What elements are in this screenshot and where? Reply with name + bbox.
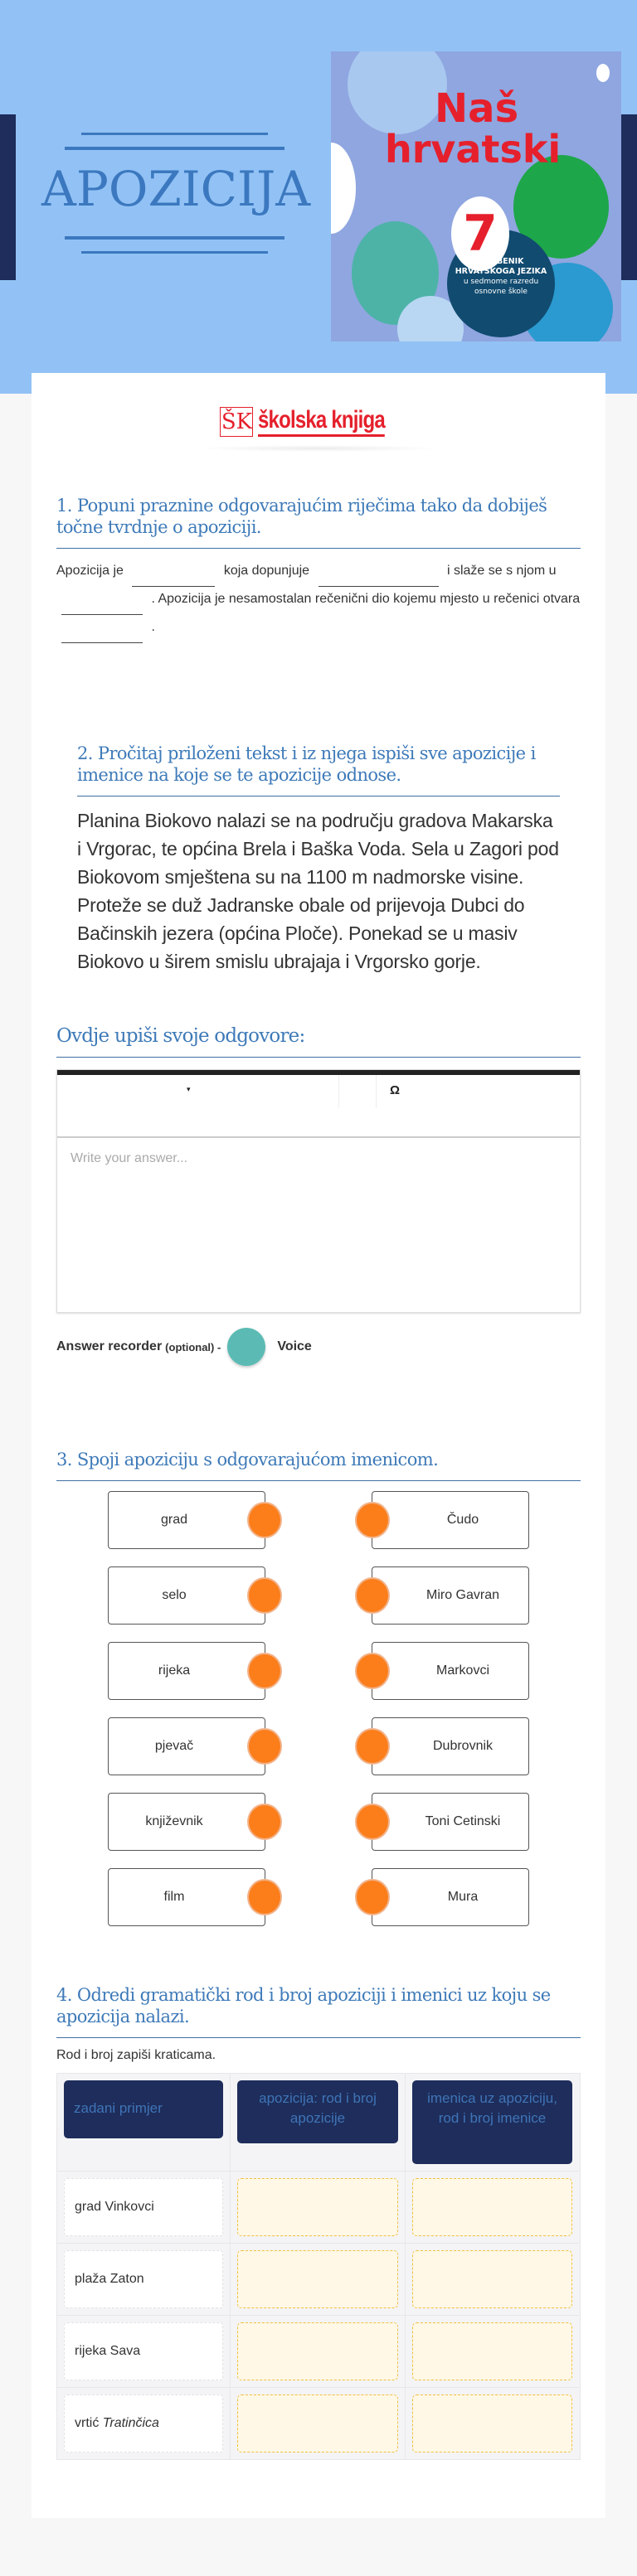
table-row bbox=[231, 2172, 406, 2244]
drop-zone[interactable] bbox=[237, 2178, 398, 2236]
decorative-bar-left bbox=[0, 114, 16, 280]
match-label: pjevač bbox=[154, 1739, 194, 1753]
question-title: 3. Spoji apoziciju s odgovarajućom imenicom. bbox=[56, 1449, 581, 1481]
question-title: 4. Odredi gramatički rod i broj apoziciji i imenici uz koju se apozicija nalazi. bbox=[56, 1984, 581, 2038]
table-row bbox=[57, 2172, 231, 2244]
drop-zone[interactable] bbox=[237, 2394, 398, 2453]
question-2 bbox=[77, 743, 560, 976]
cover-grade: 7 bbox=[451, 196, 509, 271]
drop-zone[interactable] bbox=[237, 2322, 398, 2380]
match-label: selo bbox=[162, 1588, 187, 1602]
match-item-right bbox=[372, 1566, 529, 1625]
fill-text: i slaže se s njom u bbox=[446, 564, 557, 578]
blank-input[interactable] bbox=[318, 569, 439, 587]
table-header-cell bbox=[57, 2074, 231, 2172]
logo-shadow bbox=[195, 445, 441, 452]
decorative-bar-right bbox=[621, 114, 637, 280]
chevron-down-icon: ▾ bbox=[187, 1085, 191, 1093]
cover-subtitle-line: osnovne škole bbox=[474, 288, 528, 296]
connector-dot[interactable] bbox=[355, 1577, 390, 1614]
answers-heading: Ovdje upiši svoje odgovore: bbox=[56, 1025, 581, 1058]
table-row bbox=[57, 2244, 231, 2316]
blank-input[interactable] bbox=[61, 625, 143, 643]
match-label: Dubrovnik bbox=[432, 1739, 494, 1753]
drop-zone[interactable] bbox=[412, 2250, 572, 2308]
example-text: rijeka Sava bbox=[75, 2344, 141, 2358]
connector-dot[interactable] bbox=[247, 1653, 282, 1689]
blank-input[interactable] bbox=[132, 569, 215, 587]
connector-dot[interactable] bbox=[247, 1728, 282, 1765]
table-row bbox=[57, 2388, 231, 2459]
page-title: APOZICIJA bbox=[41, 161, 311, 217]
divider bbox=[81, 251, 268, 254]
cover-circle bbox=[596, 64, 610, 82]
table-header-cell bbox=[231, 2074, 406, 2172]
match-label: Markovci bbox=[435, 1663, 489, 1678]
cover-title-line2: hrvatski bbox=[385, 127, 562, 172]
special-character-button[interactable]: Ω bbox=[390, 1083, 401, 1097]
logo-text: školska knjiga bbox=[258, 406, 385, 437]
connector-dot[interactable] bbox=[247, 1879, 282, 1915]
logo-mark-icon: ŠK bbox=[220, 407, 253, 437]
match-label: Miro Gavran bbox=[425, 1588, 500, 1602]
connector-dot[interactable] bbox=[355, 1879, 390, 1915]
answer-recorder bbox=[56, 1328, 581, 1366]
rich-text-editor bbox=[56, 1069, 581, 1313]
hero-title-block bbox=[41, 133, 311, 254]
drop-zone[interactable] bbox=[412, 2394, 572, 2453]
connector-dot[interactable] bbox=[355, 1502, 390, 1538]
connector-dot[interactable] bbox=[355, 1728, 390, 1765]
divider bbox=[81, 133, 268, 135]
cover-subtitle-line: UDŽBENIK bbox=[478, 257, 524, 266]
example-text: plaža Zaton bbox=[75, 2272, 144, 2286]
example-cell bbox=[64, 2178, 223, 2236]
match-item-right bbox=[372, 1491, 529, 1549]
recorder-optional: (optional) - bbox=[165, 1340, 221, 1353]
fill-text: . Apozicija je nesamostalan rečenični dio kojemu mjesto u rečenici otvara bbox=[151, 592, 581, 606]
table-row bbox=[406, 2388, 579, 2459]
match-label: film bbox=[163, 1890, 185, 1904]
editor-toolbar bbox=[57, 1075, 580, 1138]
cover-circle bbox=[348, 51, 447, 134]
cover-circle bbox=[331, 143, 356, 234]
example-cell bbox=[64, 2394, 223, 2453]
voice-label: Voice bbox=[277, 1339, 312, 1353]
matching-grid bbox=[56, 1491, 581, 1926]
voice-record-button[interactable] bbox=[227, 1328, 265, 1366]
connector-dot[interactable] bbox=[247, 1502, 282, 1538]
worksheet-card bbox=[32, 373, 605, 2518]
connector-dot[interactable] bbox=[247, 1804, 282, 1840]
cover-subtitle-line: u sedmome razredu bbox=[463, 278, 539, 286]
match-label: Čudo bbox=[446, 1513, 479, 1527]
table-row bbox=[57, 2316, 231, 2388]
column-header: zadani primjer bbox=[64, 2080, 223, 2138]
question-3 bbox=[56, 1449, 581, 1926]
connector-dot[interactable] bbox=[247, 1577, 282, 1614]
match-item-left bbox=[108, 1566, 265, 1625]
blank-input[interactable] bbox=[61, 597, 143, 615]
connector-dot[interactable] bbox=[355, 1804, 390, 1840]
question-1 bbox=[56, 495, 581, 643]
table-row bbox=[231, 2388, 406, 2459]
match-label: književnik bbox=[145, 1814, 203, 1828]
match-item-left bbox=[108, 1491, 265, 1549]
match-item-left bbox=[108, 1868, 265, 1926]
drop-zone[interactable] bbox=[412, 2322, 572, 2380]
cover-subtitle-line: HRVATSKOGA JEZIKA bbox=[455, 267, 547, 276]
table-row bbox=[231, 2244, 406, 2316]
example-text-italic: Tratinčica bbox=[102, 2416, 159, 2430]
publisher-logo bbox=[56, 406, 581, 495]
column-header: apozicija: rod i broj apozicije bbox=[237, 2080, 398, 2143]
match-item-left bbox=[108, 1793, 265, 1851]
match-item-right bbox=[372, 1717, 529, 1775]
cover-subtitle bbox=[447, 257, 555, 297]
table-row bbox=[406, 2172, 579, 2244]
drop-zone[interactable] bbox=[237, 2250, 398, 2308]
reading-passage: Planina Biokovo nalazi se na području gradova Makarska i Vrgorac, te općina Brela i Baška Voda. Sela u Zagori pod Biokovom smještena su na 1100 m nadmorske visine. Proteže se duž Jadranske obale od prijevoja Dubci do Bačinskih jezera (općina Ploče). Ponekad se u masiv Biokovo u širem smislu ubrajaja i Vrgorsko gorje. bbox=[77, 810, 559, 972]
example-cell bbox=[64, 2250, 223, 2308]
table-row bbox=[231, 2316, 406, 2388]
question-title: 2. Pročitaj priloženi tekst i iz njega ispiši sve apozicije i imenice na koje se te apozicije odnose. bbox=[77, 743, 560, 797]
match-label: rijeka bbox=[158, 1663, 191, 1678]
match-item-right bbox=[372, 1868, 529, 1926]
table-row bbox=[406, 2244, 579, 2316]
example-text: vrtić bbox=[75, 2416, 103, 2430]
fill-text: . bbox=[151, 620, 155, 634]
match-label: grad bbox=[160, 1513, 188, 1527]
textbook-cover-image bbox=[331, 51, 621, 341]
hero-banner bbox=[0, 0, 637, 394]
question-title: 1. Popuni praznine odgovarajućim riječima tako da dobiješ točne tvrdnje o apoziciji. bbox=[56, 495, 581, 549]
drop-zone[interactable] bbox=[412, 2178, 572, 2236]
match-item-right bbox=[372, 1793, 529, 1851]
recorder-label: Answer recorder bbox=[56, 1339, 163, 1353]
table-header-cell bbox=[406, 2074, 579, 2172]
table-row bbox=[406, 2316, 579, 2388]
page-bottom-spacer bbox=[0, 2518, 637, 2576]
toolbar-button[interactable] bbox=[339, 1075, 377, 1108]
column-header: imenica uz apoziciju, rod i broj imenice bbox=[412, 2080, 572, 2164]
match-label: Toni Cetinski bbox=[425, 1814, 501, 1828]
answer-textarea[interactable] bbox=[57, 1138, 580, 1312]
example-cell bbox=[64, 2322, 223, 2380]
connector-dot[interactable] bbox=[355, 1653, 390, 1689]
fill-text: koja dopunjuje bbox=[223, 564, 310, 578]
cover-title-line1: Naš bbox=[435, 85, 519, 132]
format-dropdown[interactable] bbox=[57, 1075, 339, 1108]
classification-table bbox=[56, 2073, 581, 2460]
fill-in-text bbox=[56, 559, 581, 643]
fill-text: Apozicija je bbox=[56, 564, 124, 578]
match-item-left bbox=[108, 1717, 265, 1775]
example-text: grad Vinkovci bbox=[75, 2200, 154, 2214]
instruction-note: Rod i broj zapiši kraticama. bbox=[56, 2048, 216, 2062]
answer-section bbox=[56, 1025, 581, 1366]
match-item-left bbox=[108, 1642, 265, 1700]
match-item-right bbox=[372, 1642, 529, 1700]
question-4 bbox=[56, 1984, 581, 2460]
divider bbox=[65, 236, 284, 240]
match-label: Mura bbox=[447, 1890, 479, 1904]
